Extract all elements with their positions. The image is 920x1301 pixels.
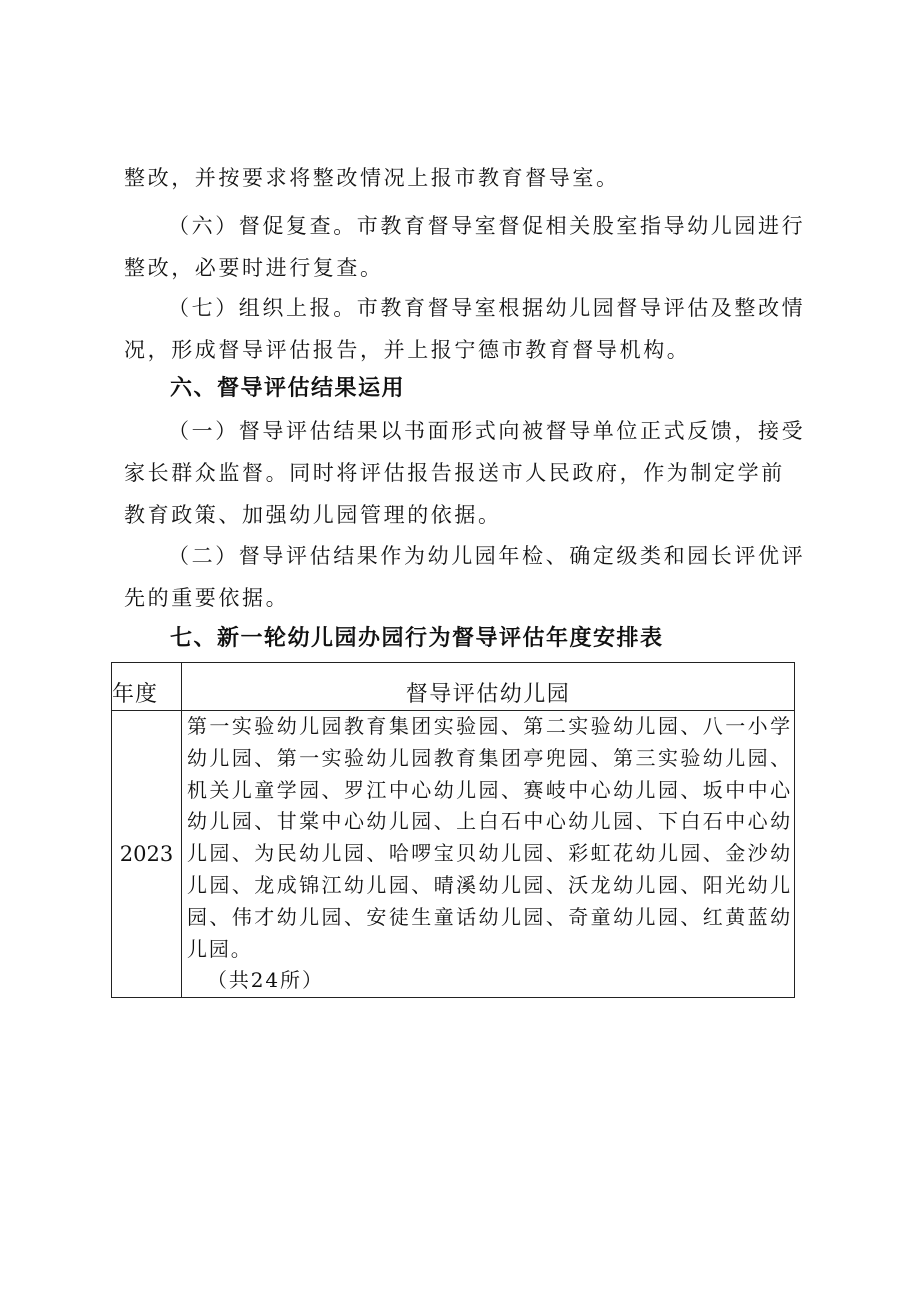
table-row — [112, 711, 795, 998]
row-kindergarten-list-cell — [182, 711, 795, 998]
table-header-row — [112, 663, 795, 711]
paragraph-result-basis: （二）督导评估结果作为幼儿园年检、确定级类和园长评优评先的重要依据。 — [124, 544, 806, 610]
paragraph-report-submission: （七）组织上报。市教育督导室根据幼儿园督导评估及整改情况，形成督导评估报告，并上报宁德市教育督导机构。 — [124, 296, 806, 362]
header-kindergartens: 督导评估幼儿园 — [182, 663, 795, 711]
section-7-heading: 七、新一轮幼儿园办园行为督导评估年度安排表 — [170, 626, 664, 651]
section-6-heading: 六、督导评估结果运用 — [170, 376, 406, 401]
paragraph-result-feedback: （一）督导评估结果以书面形式向被督导单位正式反馈，接受家长群众监督。同时将评估报告报送市人民政府，作为制定学前教育政策、加强幼儿园管理的依据。 — [124, 419, 806, 527]
kindergarten-total: （共24所） — [207, 968, 324, 993]
row-year: 2023 — [112, 711, 182, 998]
paragraph-review: （六）督促复查。市教育督导室督促相关股室指导幼儿园进行整改，必要时进行复查。 — [124, 214, 806, 280]
annual-schedule-table — [111, 662, 795, 998]
kindergarten-list: 第一实验幼儿园教育集团实验园、第二实验幼儿园、八一小学幼儿园、第一实验幼儿园教育集团亭兜园、第三实验幼儿园、机关儿童学园、罗江中心幼儿园、赛岐中心幼儿园、坂中中心幼儿园、甘棠中心幼儿园、上白石中心幼儿园、下白石中心幼儿园、为民幼儿园、哈啰宝贝幼儿园、彩虹花幼儿园、金沙幼儿园、龙成锦江幼儿园、晴溪幼儿园、沃龙幼儿园、阳光幼儿园、伟才幼儿园、安徒生童话幼儿园、奇童幼儿园、红黄蓝幼儿园。 — [187, 714, 792, 961]
header-year: 年度 — [112, 663, 182, 711]
paragraph-rectification-report: 整改，并按要求将整改情况上报市教育督导室。 — [124, 166, 620, 190]
